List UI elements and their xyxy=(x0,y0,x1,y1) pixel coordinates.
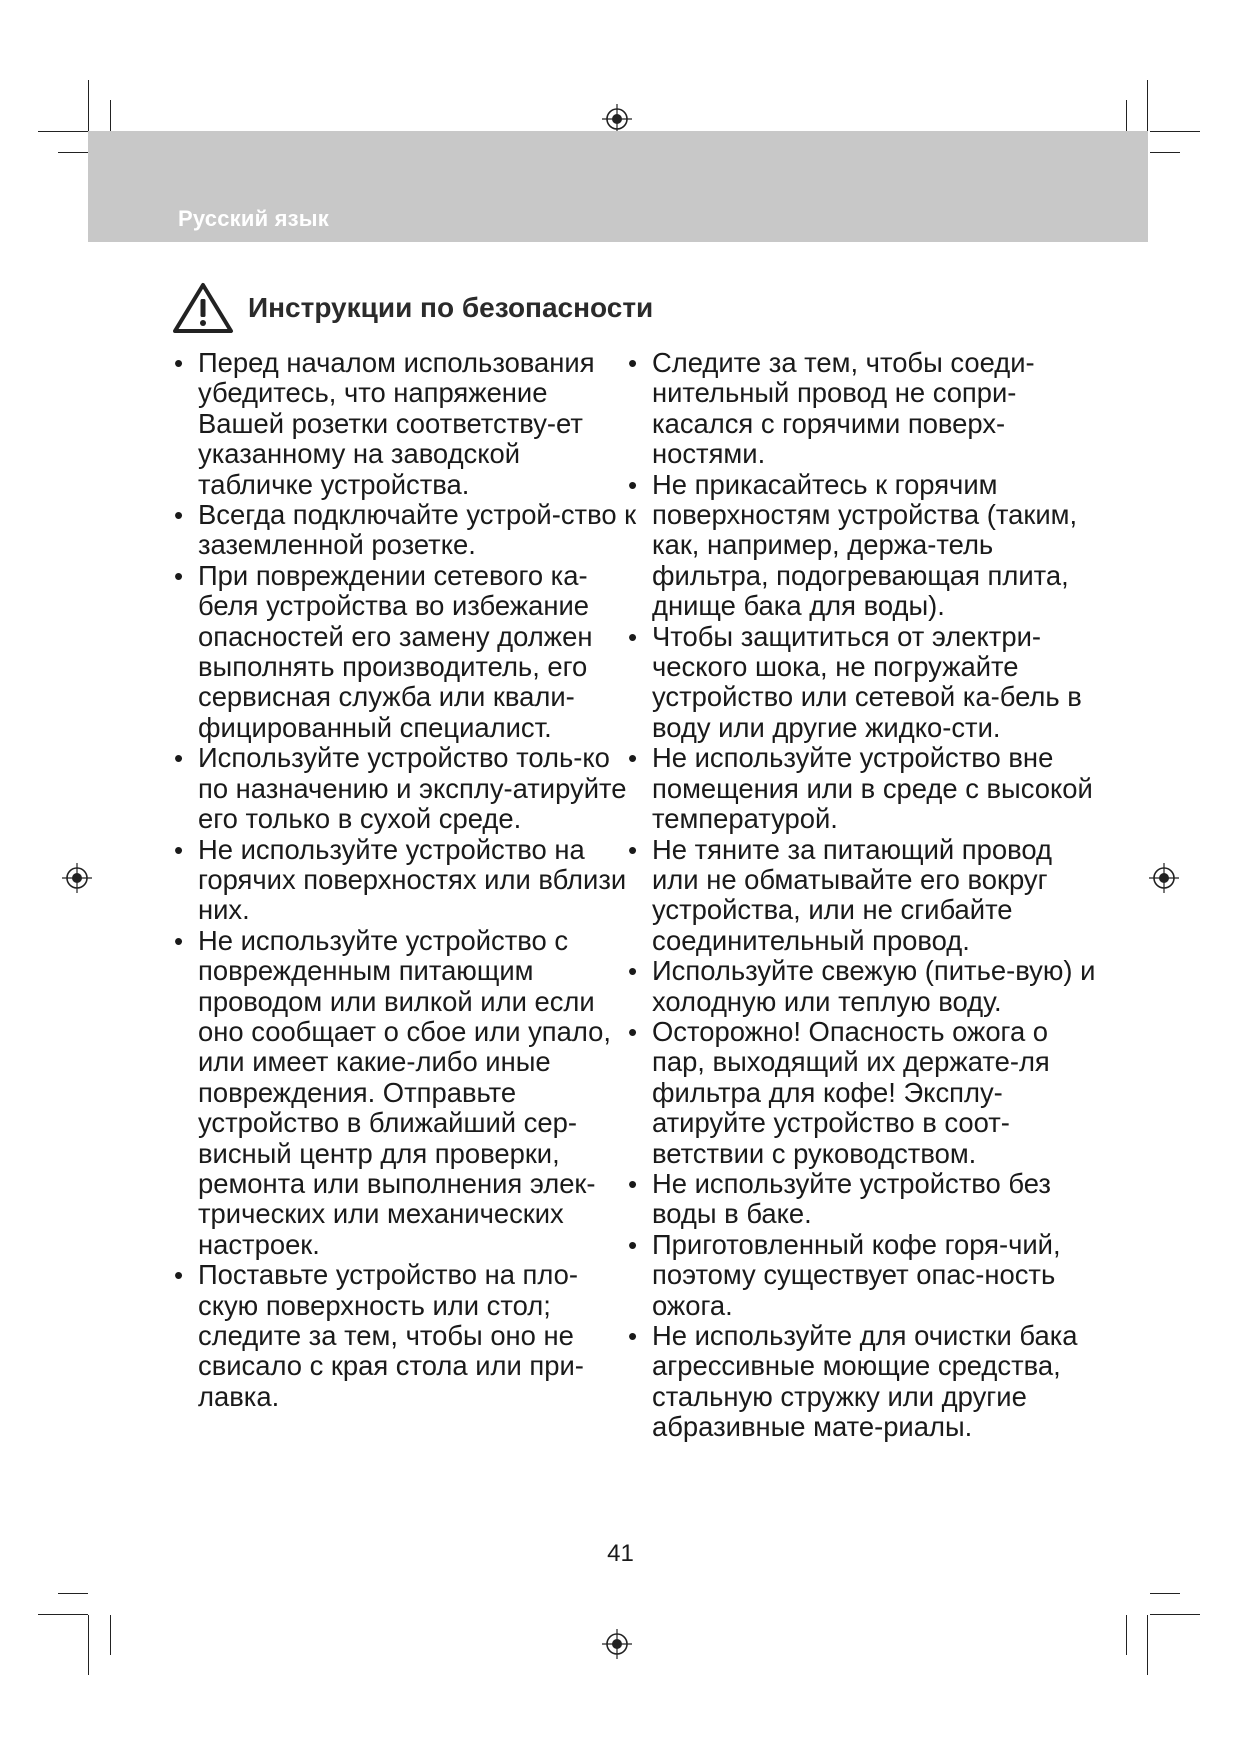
list-item: • Осторожно! Опасность ожога о пар, выходящий их держате-ля фильтра для кофе! Эксплу-атируйте устройство в соот-ветствии с руководством. xyxy=(632,1017,1102,1169)
registration-mark-icon xyxy=(1149,863,1179,893)
crop-mark xyxy=(1150,131,1200,132)
language-label: Русский язык xyxy=(178,206,329,231)
list-item: • Чтобы защититься от электри-ческого шока, не погружайте устройство или сетевой ка-бель в воду или другие жидко-сти. xyxy=(632,622,1102,744)
registration-mark-icon xyxy=(602,1629,632,1659)
crop-mark xyxy=(1150,1614,1200,1615)
list-item: • Всегда подключайте устрой-ство к заземленной розетке. xyxy=(178,500,638,561)
crop-mark xyxy=(88,1615,89,1675)
crop-mark xyxy=(1126,1615,1127,1655)
list-item: • Используйте свежую (питье-вую) и холодную или теплую воду. xyxy=(632,956,1102,1017)
registration-mark-icon xyxy=(62,863,92,893)
list-item: • Следите за тем, чтобы соеди-нительный провод не сопри-касался с горячими поверх-ностями. xyxy=(632,348,1102,470)
safety-list-left xyxy=(178,348,638,1412)
list-item: • Не используйте устройство без воды в баке. xyxy=(632,1169,1102,1230)
crop-mark xyxy=(58,152,88,153)
list-item: • Используйте устройство толь-ко по назначению и эксплу-атируйте его только в сухой среде. xyxy=(178,743,638,834)
list-item: • Приготовленный кофе горя-чий, поэтому существует опас-ность ожога. xyxy=(632,1230,1102,1321)
crop-mark xyxy=(110,1615,111,1655)
warning-triangle-icon xyxy=(172,282,234,334)
section-heading xyxy=(172,282,653,334)
list-item: • Не используйте устройство на горячих поверхностях или вблизи них. xyxy=(178,835,638,926)
page-number: 41 xyxy=(607,1540,634,1567)
crop-mark xyxy=(38,131,88,132)
list-item: • Не используйте устройство вне помещения или в среде с высокой температурой. xyxy=(632,743,1102,834)
crop-mark xyxy=(1150,1593,1180,1594)
list-item: • При повреждении сетевого ка-беля устройства во избежание опасностей его замену должен выполнять производитель, его сервисная служба или квали-фицированный специалист. xyxy=(178,561,638,743)
list-item: • Не прикасайтесь к горячим поверхностям устройства (таким, как, например, держа-тель фильтра, подогревающая плита, днище бака для воды). xyxy=(632,470,1102,622)
list-item: • Не используйте для очистки бака агрессивные моющие средства, стальную стружку или другие абразивные мате-риалы. xyxy=(632,1321,1102,1443)
list-item: • Перед началом использования убедитесь, что напряжение Вашей розетки соответству-ет указанному на заводской табличке устройства. xyxy=(178,348,638,500)
crop-mark xyxy=(1147,1615,1148,1675)
crop-mark xyxy=(1150,152,1180,153)
header-band xyxy=(88,131,1148,242)
list-item: • Поставьте устройство на пло-скую поверхность или стол; следите за тем, чтобы оно не свисало с края стола или при-лавка. xyxy=(178,1260,638,1412)
crop-mark xyxy=(38,1614,88,1615)
list-item: • Не используйте устройство с поврежденным питающим проводом или вилкой или если оно сообщает о сбое или упало, или имеет какие-либо иные повреждения. Отправьте устройство в ближайший сер-висный центр для проверки, ремонта или выполнения элек-трических или механических настроек. xyxy=(178,926,638,1260)
safety-list-right xyxy=(632,348,1102,1443)
crop-mark xyxy=(58,1593,88,1594)
registration-mark-icon xyxy=(602,104,632,134)
list-item: • Не тяните за питающий провод или не обматывайте его вокруг устройства, или не сгибайте соединительный провод. xyxy=(632,835,1102,957)
section-title: Инструкции по безопасности xyxy=(248,292,654,323)
